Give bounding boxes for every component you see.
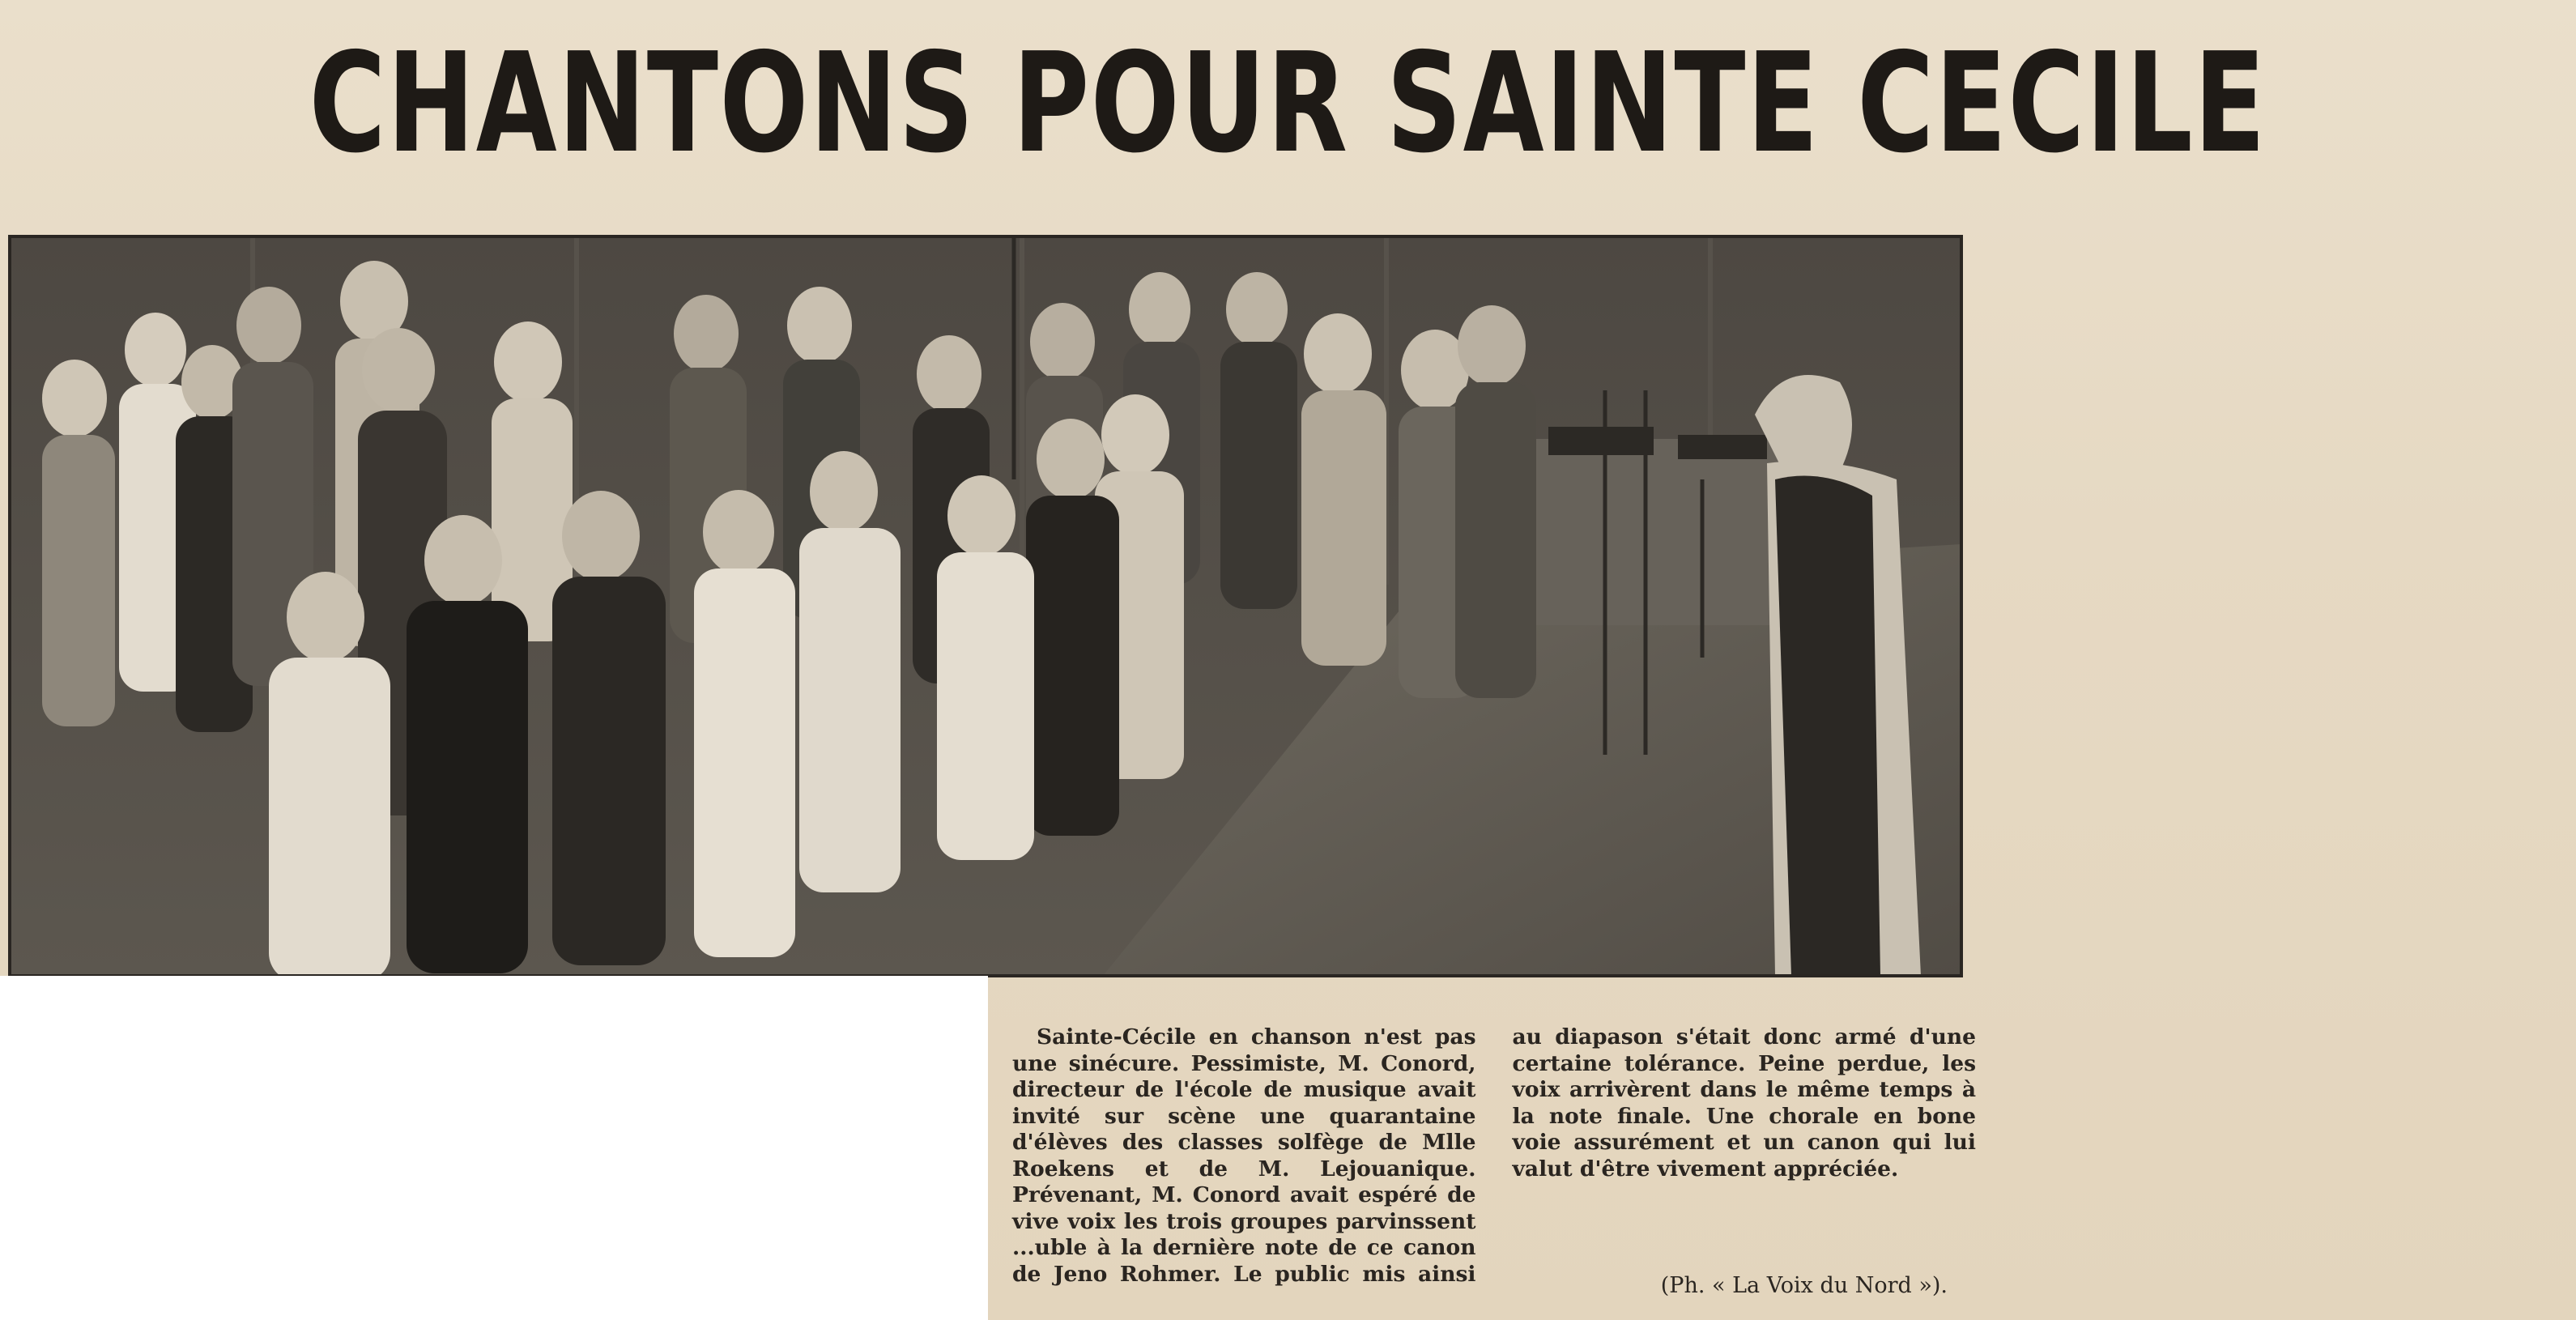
choir-photo (10, 236, 1961, 976)
headline-text: CHANTONS POUR SAINTE CECILE (309, 23, 2267, 184)
article-text: Sainte-Cécile en chanson n'est pas une sinécure. Pessimiste, M. Conord, directeur de l'école de musique avait invité sur scène une quarantaine d'élèves des classes solfège de Mlle Roekens et de M. Lejouanique. Prévenant, M. Conord avait espéré de vive voix les trois groupes parvinssent ...uble à la dernière note de ce canon de Jeno Rohmer. Le public mis ainsi au diapason s'était donc armé d'une certaine tolérance. Peine perdue, les voix arrivèrent dans le même temps à la note finale. Une chorale en bone voie assurément et un canon qui lui valut d'être vivement appréciée. (1012, 1024, 1976, 1287)
choir-photo-illustration (10, 236, 1961, 976)
blank-margin (0, 976, 988, 1320)
photo-credit: (Ph. « La Voix du Nord »). (1660, 1273, 1948, 1298)
headline (0, 23, 2267, 185)
